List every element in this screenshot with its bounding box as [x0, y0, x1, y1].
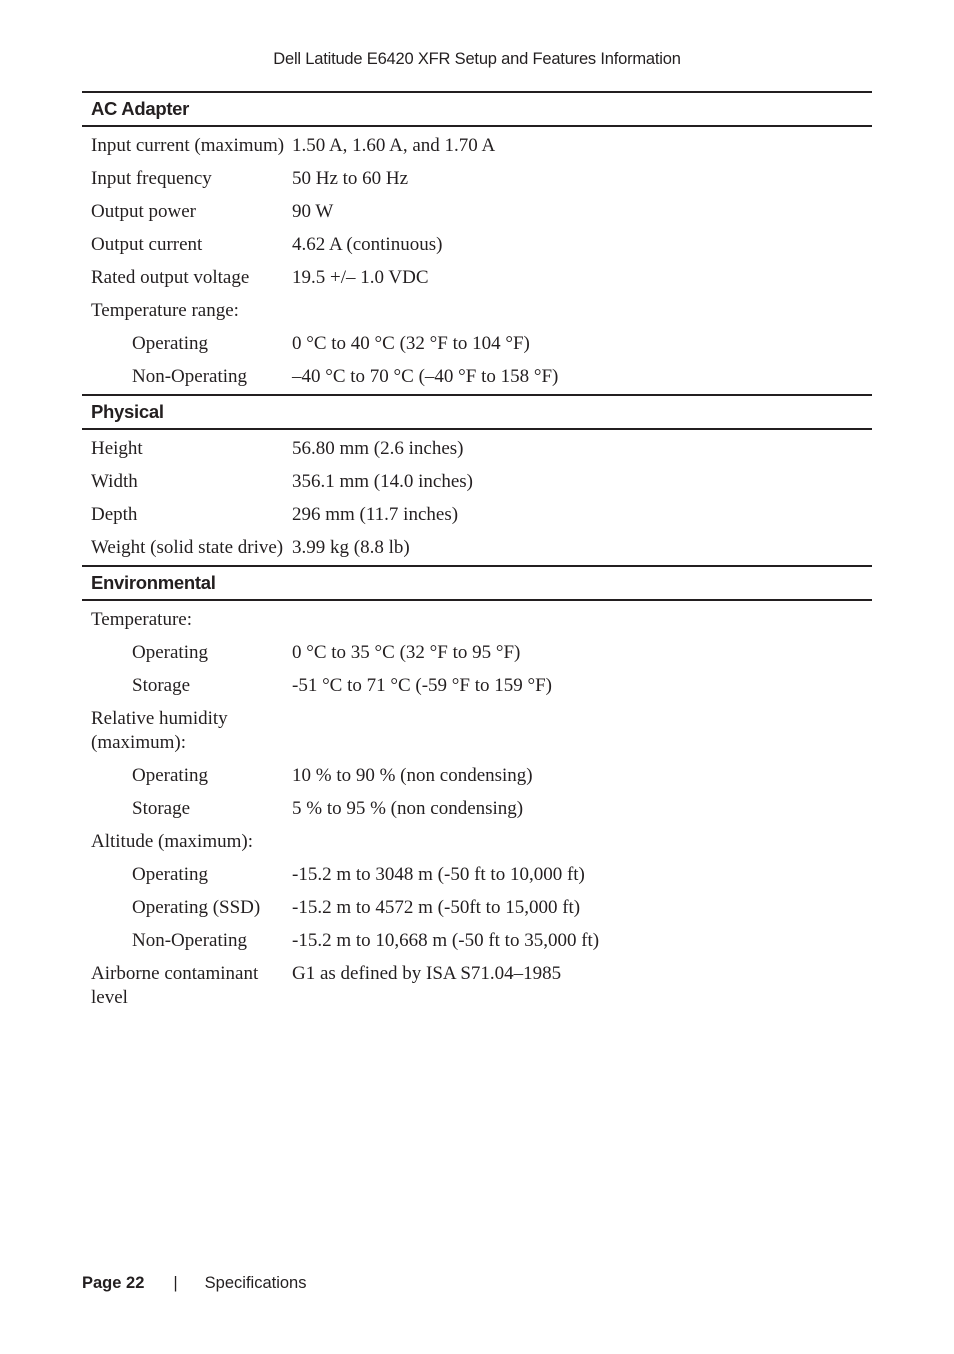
spec-value: 0 °C to 35 °C (32 °F to 95 °F) — [292, 642, 521, 663]
spec-value: 296 mm (11.7 inches) — [292, 504, 459, 525]
spec-value — [292, 608, 872, 632]
spec-label: Non-Operating — [132, 930, 248, 951]
spec-label: Output power — [91, 201, 197, 222]
spec-label: Non-Operating — [132, 366, 248, 387]
spec-value: –40 °C to 70 °C (–40 °F to 158 °F) — [292, 366, 559, 387]
spec-row — [82, 233, 872, 257]
footer-section-name: Specifications — [204, 1274, 307, 1292]
specifications-table — [82, 91, 872, 1015]
section-heading: AC Adapter — [82, 93, 872, 127]
spec-row — [82, 797, 872, 821]
spec-label: Temperature range: — [91, 300, 239, 321]
spec-label: Temperature: — [91, 609, 193, 630]
spec-row — [82, 437, 872, 461]
section-heading: Environmental — [82, 565, 872, 601]
spec-label: Operating — [132, 642, 208, 663]
section-rows — [82, 430, 872, 565]
spec-row — [82, 929, 872, 953]
page-number: Page 22 — [82, 1274, 145, 1292]
spec-value — [292, 299, 872, 323]
spec-row — [82, 134, 872, 158]
spec-value: G1 as defined by ISA S71.04–1985 — [292, 963, 562, 984]
spec-row — [82, 962, 872, 1010]
footer-separator: | — [173, 1274, 178, 1292]
spec-row — [82, 764, 872, 788]
spec-row — [82, 365, 872, 389]
spec-row — [82, 608, 872, 632]
spec-label: Width — [91, 471, 138, 492]
spec-row — [82, 200, 872, 224]
spec-row — [82, 470, 872, 494]
section-rows — [82, 127, 872, 394]
running-header: Dell Latitude E6420 XFR Setup and Features Information — [273, 50, 681, 68]
spec-row — [82, 167, 872, 191]
page-footer — [82, 1274, 306, 1293]
spec-value: 3.99 kg (8.8 lb) — [292, 537, 410, 558]
spec-row — [82, 536, 872, 560]
spec-label: Input frequency — [91, 168, 212, 189]
spec-label: Operating (SSD) — [132, 897, 261, 918]
spec-label: Input current (maximum) — [91, 135, 285, 156]
spec-label: Operating — [132, 333, 208, 354]
spec-label: Storage — [132, 798, 191, 819]
spec-value: -15.2 m to 4572 m (-50ft to 15,000 ft) — [292, 897, 581, 918]
spec-value: 4.62 A (continuous) — [292, 234, 443, 255]
spec-row — [82, 830, 872, 854]
spec-label: Output current — [91, 234, 203, 255]
spec-value: 10 % to 90 % (non condensing) — [292, 765, 533, 786]
spec-row — [82, 707, 872, 755]
spec-label: Rated output voltage — [91, 267, 250, 288]
spec-row — [82, 266, 872, 290]
spec-row — [82, 863, 872, 887]
spec-row — [82, 674, 872, 698]
spec-value: -15.2 m to 10,668 m (-50 ft to 35,000 ft) — [292, 930, 600, 951]
spec-label: Altitude (maximum): — [91, 831, 254, 852]
section-heading: Physical — [82, 394, 872, 430]
spec-label: Airborne contaminant level — [91, 963, 259, 1008]
spec-value — [292, 707, 872, 755]
spec-row — [82, 503, 872, 527]
spec-label: Relative humidity (maximum): — [91, 708, 228, 753]
section-rows — [82, 601, 872, 1015]
spec-label: Storage — [132, 675, 191, 696]
spec-value: 90 W — [292, 201, 334, 222]
spec-row — [82, 896, 872, 920]
spec-value: -51 °C to 71 °C (-59 °F to 159 °F) — [292, 675, 552, 696]
spec-value: -15.2 m to 3048 m (-50 ft to 10,000 ft) — [292, 864, 585, 885]
spec-label: Depth — [91, 504, 138, 525]
spec-label: Height — [91, 438, 143, 459]
spec-value: 1.50 A, 1.60 A, and 1.70 A — [292, 135, 496, 156]
spec-label: Operating — [132, 765, 208, 786]
spec-row — [82, 299, 872, 323]
spec-row — [82, 332, 872, 356]
spec-value: 356.1 mm (14.0 inches) — [292, 471, 474, 492]
spec-value: 56.80 mm (2.6 inches) — [292, 438, 464, 459]
spec-value: 19.5 +/– 1.0 VDC — [292, 267, 429, 288]
spec-label: Weight (solid state drive) — [91, 537, 284, 558]
spec-value: 5 % to 95 % (non condensing) — [292, 798, 524, 819]
spec-label: Operating — [132, 864, 208, 885]
spec-value: 50 Hz to 60 Hz — [292, 168, 409, 189]
spec-value — [292, 830, 872, 854]
spec-row — [82, 641, 872, 665]
spec-value: 0 °C to 40 °C (32 °F to 104 °F) — [292, 333, 530, 354]
